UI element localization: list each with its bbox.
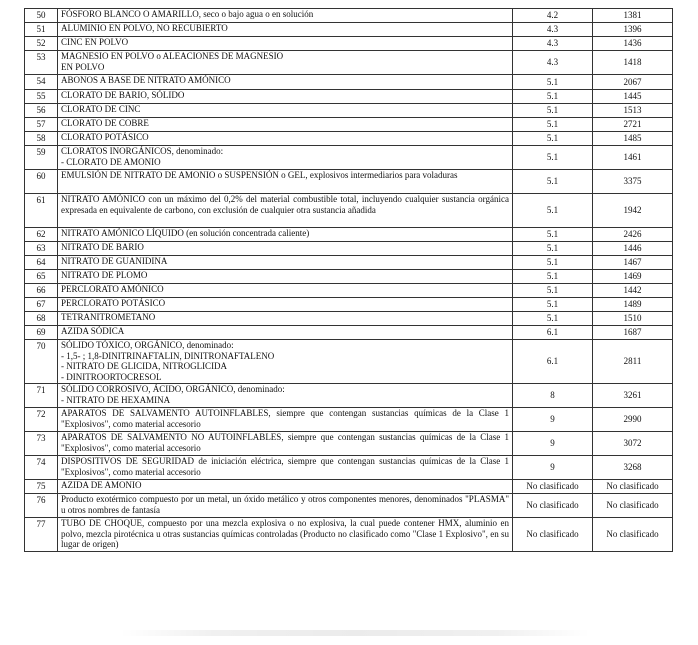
substance-name-line: AZIDA SÓDICA (61, 326, 125, 336)
table-row (25, 228, 673, 242)
substance-name-cell (58, 480, 513, 494)
un-number: 1381 (593, 9, 673, 23)
row-number: 53 (25, 51, 58, 75)
substance-name-cell (58, 194, 513, 228)
row-number: 61 (25, 194, 58, 228)
substance-name-line: APARATOS DE SALVAMENTO AUTOINFLABLES, siempre que contengan sustancias químicas de la Clase 1 "Explosivos", como material accesorio (61, 408, 509, 429)
un-number: 3268 (593, 456, 673, 480)
hazard-class: 5.1 (513, 146, 593, 170)
substance-name-cell (58, 298, 513, 312)
substance-name-line: SÓLIDO CORROSIVO, ÁCIDO, ORGÁNICO, denominado: (61, 384, 285, 394)
un-number: 1445 (593, 90, 673, 104)
hazard-class: 9 (513, 408, 593, 432)
substance-name-line: APARATOS DE SALVAMENTO NO AUTOINFLABLES, siempre que contengan sustancias químicas de la Clase 1 "Explosivos", como material accesorio (61, 432, 509, 453)
table-row (25, 23, 673, 37)
un-number: 1485 (593, 132, 673, 146)
row-number: 76 (25, 494, 58, 518)
hazard-class: 4.3 (513, 51, 593, 75)
substance-name-cell (58, 326, 513, 340)
substance-name-line: DISPOSITIVOS DE SEGURIDAD de iniciación eléctrica, siempre que contengan sustancias químicas de la Clase 1 "Explosivos", como material accesorio (61, 456, 509, 477)
table-row (25, 270, 673, 284)
un-number: 1467 (593, 256, 673, 270)
substance-name-cell (58, 340, 513, 384)
substance-name-line: SÓLIDO TÓXICO, ORGÁNICO, denominado: (61, 340, 234, 350)
substance-name-line: NITRATO DE GUANIDINA (61, 256, 168, 266)
hazard-class: 9 (513, 456, 593, 480)
row-number: 50 (25, 9, 58, 23)
substance-name-line: CLORATO DE CINC (61, 104, 141, 114)
row-number: 69 (25, 326, 58, 340)
row-number: 62 (25, 228, 58, 242)
substance-name-cell (58, 312, 513, 326)
substance-name-line: CLORATO DE BARIO, SÓLIDO (61, 90, 185, 100)
table-row (25, 37, 673, 51)
hazard-class: 5.1 (513, 228, 593, 242)
substance-name-line: - 1,5- ; 1,8-DINITRINAFTALIN, DINITRONAFTALENO (61, 350, 275, 361)
row-number: 75 (25, 480, 58, 494)
un-number: 1442 (593, 284, 673, 298)
table-row (25, 90, 673, 104)
un-number: 3072 (593, 432, 673, 456)
table-row (25, 194, 673, 228)
substance-name-line: TETRANITROMETANO (61, 312, 156, 322)
substance-name-cell (58, 432, 513, 456)
un-number: 1687 (593, 326, 673, 340)
substance-name-line: NITRATO AMÓNICO con un máximo del 0,2% del material combustible total, incluyendo cualquier sustancia orgánica expresada en equivalente de carbono, con exclusión de cualquier otra sustancia añadida (61, 194, 509, 215)
hazard-class: 9 (513, 432, 593, 456)
row-number: 63 (25, 242, 58, 256)
hazard-class: 5.1 (513, 90, 593, 104)
substance-name-cell (58, 104, 513, 118)
un-number: No clasificado (593, 494, 673, 518)
hazard-class: 5.1 (513, 132, 593, 146)
substance-name-cell (58, 256, 513, 270)
row-number: 59 (25, 146, 58, 170)
substance-name-cell (58, 23, 513, 37)
un-number: 2811 (593, 340, 673, 384)
table-row (25, 480, 673, 494)
row-number: 74 (25, 456, 58, 480)
un-number: 3261 (593, 384, 673, 408)
substance-name-line: AZIDA DE AMONIO (61, 480, 142, 490)
hazard-class: No clasificado (513, 494, 593, 518)
hazard-class: 4.3 (513, 37, 593, 51)
table-row (25, 256, 673, 270)
table-row (25, 9, 673, 23)
substance-name-cell (58, 518, 513, 552)
hazard-class: 5.1 (513, 270, 593, 284)
table-row (25, 518, 673, 552)
hazard-class: 6.1 (513, 326, 593, 340)
un-number: 2721 (593, 118, 673, 132)
document-page (24, 8, 672, 552)
hazard-class: No clasificado (513, 480, 593, 494)
un-number: 1510 (593, 312, 673, 326)
hazard-class: 8 (513, 384, 593, 408)
substance-name-cell (58, 242, 513, 256)
substance-name-line: NITRATO DE PLOMO (61, 270, 148, 280)
table-row (25, 384, 673, 408)
row-number: 60 (25, 170, 58, 194)
un-number: 1513 (593, 104, 673, 118)
row-number: 65 (25, 270, 58, 284)
row-number: 70 (25, 340, 58, 384)
substance-name-cell (58, 51, 513, 75)
hazard-class: 5.1 (513, 312, 593, 326)
hazard-class: 5.1 (513, 284, 593, 298)
scan-shadow (120, 630, 590, 636)
un-number: 1461 (593, 146, 673, 170)
substance-name-line: TUBO DE CHOQUE, compuesto por una mezcla explosiva o no explosiva, la cual puede contener HMX, aluminio en polvo, mezcla pirotécnica u otras sustancias químicas controladas (Producto no clasificado como "Clase 1 Explosivo", en su lugar de origen) (61, 518, 509, 550)
substance-name-cell (58, 90, 513, 104)
row-number: 67 (25, 298, 58, 312)
un-number: No clasificado (593, 480, 673, 494)
table-row (25, 432, 673, 456)
substance-name-line: Producto exotérmico compuesto por un metal, un óxido metálico y otros componentes menores, denominados "PLASMA" u otros nombres de fantasía (61, 494, 509, 515)
substances-table-body (25, 9, 673, 552)
hazard-class: 5.1 (513, 298, 593, 312)
row-number: 54 (25, 75, 58, 90)
substance-name-line: EMULSIÓN DE NITRATO DE AMONIO o SUSPENSIÓN o GEL, explosivos intermediarios para voladuras (61, 170, 458, 180)
un-number: 2067 (593, 75, 673, 90)
substance-name-line: MAGNESIO EN POLVO o ALEACIONES DE MAGNESIO (61, 51, 284, 61)
substance-name-line: ABONOS A BASE DE NITRATO AMÓNICO (61, 75, 231, 85)
un-number: 1469 (593, 270, 673, 284)
un-number: 1942 (593, 194, 673, 228)
un-number: 1436 (593, 37, 673, 51)
un-number: No clasificado (593, 518, 673, 552)
row-number: 52 (25, 37, 58, 51)
substance-name-cell (58, 456, 513, 480)
substance-name-cell (58, 284, 513, 298)
substance-name-line: PERCLORATO POTÁSICO (61, 298, 166, 308)
table-row (25, 242, 673, 256)
row-number: 71 (25, 384, 58, 408)
un-number: 1446 (593, 242, 673, 256)
substance-name-line: CLORATOS INORGÁNICOS, denominado: (61, 146, 224, 156)
table-row (25, 132, 673, 146)
substance-name-cell (58, 228, 513, 242)
substance-name-cell (58, 132, 513, 146)
un-number: 3375 (593, 170, 673, 194)
table-row (25, 456, 673, 480)
row-number: 58 (25, 132, 58, 146)
hazard-class: 5.1 (513, 170, 593, 194)
table-row (25, 51, 673, 75)
hazard-class: 4.2 (513, 9, 593, 23)
table-row (25, 326, 673, 340)
table-row (25, 146, 673, 170)
substance-name-line: ALUMINIO EN POLVO, NO RECUBIERTO (61, 23, 228, 33)
substance-name-line: FÓSFORO BLANCO O AMARILLO, seco o bajo agua o en solución (61, 9, 314, 19)
hazard-class: 5.1 (513, 242, 593, 256)
row-number: 72 (25, 408, 58, 432)
table-row (25, 170, 673, 194)
un-number: 2990 (593, 408, 673, 432)
substance-name-line: PERCLORATO AMÓNICO (61, 284, 164, 294)
substance-name-cell (58, 270, 513, 284)
hazard-class: 5.1 (513, 104, 593, 118)
row-number: 56 (25, 104, 58, 118)
substance-name-line: NITRATO DE BARIO (61, 242, 144, 252)
substance-name-cell (58, 9, 513, 23)
substance-name-cell (58, 494, 513, 518)
row-number: 57 (25, 118, 58, 132)
un-number: 1418 (593, 51, 673, 75)
table-row (25, 118, 673, 132)
row-number: 73 (25, 432, 58, 456)
row-number: 51 (25, 23, 58, 37)
substance-name-line: CLORATO POTÁSICO (61, 132, 149, 142)
table-row (25, 298, 673, 312)
table-row (25, 284, 673, 298)
row-number: 64 (25, 256, 58, 270)
substance-name-cell (58, 384, 513, 408)
substance-name-line: EN POLVO (61, 61, 105, 72)
substance-name-cell (58, 408, 513, 432)
hazard-class: 4.3 (513, 23, 593, 37)
substance-name-cell (58, 118, 513, 132)
hazard-class: 6.1 (513, 340, 593, 384)
hazard-class: 5.1 (513, 194, 593, 228)
row-number: 55 (25, 90, 58, 104)
hazard-class: 5.1 (513, 75, 593, 90)
un-number: 2426 (593, 228, 673, 242)
substance-name-line: - DINITROORTOCRESOL (61, 371, 162, 382)
substance-name-line: CINC EN POLVO (61, 37, 129, 47)
substance-name-cell (58, 170, 513, 194)
table-row (25, 104, 673, 118)
substance-name-line: - NITRATO DE GLICIDA, NITROGLICIDA (61, 361, 228, 372)
table-row (25, 494, 673, 518)
substance-name-cell (58, 146, 513, 170)
un-number: 1489 (593, 298, 673, 312)
table-row (25, 312, 673, 326)
hazard-class: 5.1 (513, 118, 593, 132)
hazard-class: 5.1 (513, 256, 593, 270)
un-number: 1396 (593, 23, 673, 37)
table-row (25, 340, 673, 384)
row-number: 68 (25, 312, 58, 326)
substance-name-cell (58, 37, 513, 51)
hazard-class: No clasificado (513, 518, 593, 552)
substance-name-line: - CLORATO DE AMONIO (61, 156, 161, 167)
substances-table (24, 8, 673, 552)
table-row (25, 408, 673, 432)
substance-name-line: - NITRATO DE HEXAMINA (61, 394, 171, 405)
substance-name-line: CLORATO DE COBRE (61, 118, 149, 128)
substance-name-line: NITRATO AMÓNICO LÍQUIDO (en solución concentrada caliente) (61, 228, 310, 238)
table-row (25, 75, 673, 90)
row-number: 77 (25, 518, 58, 552)
substance-name-cell (58, 75, 513, 90)
row-number: 66 (25, 284, 58, 298)
